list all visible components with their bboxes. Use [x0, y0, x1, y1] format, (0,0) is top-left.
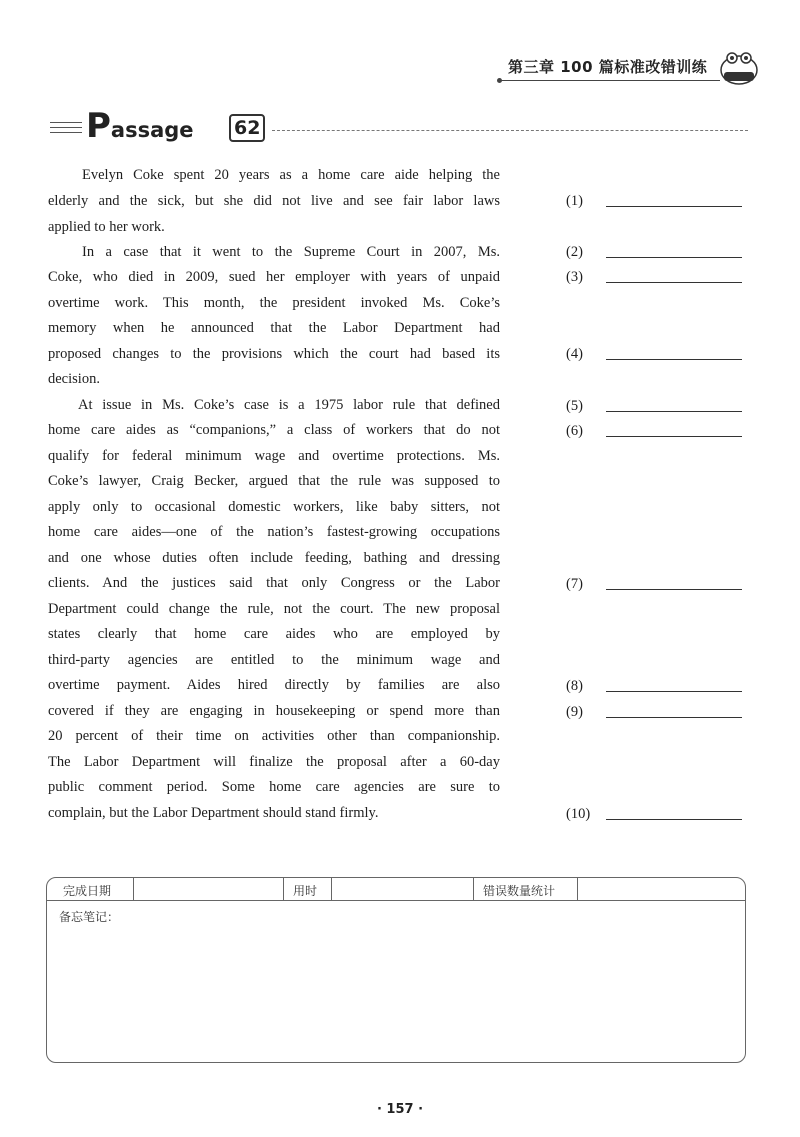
passage-label-rest: assage — [110, 118, 194, 142]
text-line: 20 percent of their time on activities other than companionship. — [48, 728, 500, 744]
text-line: memory when he announced that the Labor Department had — [48, 320, 500, 336]
date-label: 完成日期 — [63, 884, 112, 898]
answer-item-2 — [566, 243, 746, 261]
text-line: In a case that it went to the Supreme Court in 2007, Ms. — [82, 244, 500, 260]
passage-label-initial: P — [86, 106, 111, 146]
record-box — [46, 877, 746, 1063]
answer-blank[interactable] — [606, 589, 742, 590]
answer-number: (8) — [566, 678, 583, 694]
answer-blank[interactable] — [606, 206, 742, 207]
text-line: Coke’s lawyer, Craig Becker, argued that the rule was supposed to — [48, 473, 500, 489]
answer-blank[interactable] — [606, 257, 742, 258]
answer-item-1 — [566, 192, 746, 210]
answer-item-9 — [566, 703, 746, 721]
text-line: complain, but the Labor Department should stand firmly. — [48, 805, 379, 821]
text-line: home care aides as “companions,” a class of workers that do not — [48, 422, 500, 438]
answer-item-3 — [566, 268, 746, 286]
passage-heading — [50, 108, 750, 148]
text-line: states clearly that home care aides who are employed by — [48, 626, 500, 642]
text-line: and one whose duties often include feeding, bathing and dressing — [48, 550, 500, 566]
text-line: third-party agencies are entitled to the minimum wage and — [48, 652, 500, 668]
cell-divider — [473, 878, 474, 900]
memo-label: 备忘笔记： — [59, 910, 120, 924]
heading-lines — [50, 122, 82, 137]
text-line: Coke, who died in 2009, sued her employer with years of unpaid — [48, 269, 500, 285]
passage-number: 62 — [229, 114, 265, 142]
cell-divider — [577, 878, 578, 900]
answer-number: (5) — [566, 398, 583, 414]
answer-number: (6) — [566, 423, 583, 439]
text-line: proposed changes to the provisions which the court had based its — [48, 346, 500, 362]
header-rule — [500, 80, 720, 81]
answer-number: (10) — [566, 806, 591, 822]
cell-divider — [331, 878, 332, 900]
chapter-title: 第三章 100 篇标准改错训练 — [508, 58, 708, 76]
answer-item-10 — [566, 805, 746, 823]
answer-blank[interactable] — [606, 411, 742, 412]
text-line: overtime work. This month, the president invoked Ms. Coke’s — [48, 295, 500, 311]
cell-divider — [133, 878, 134, 900]
text-line: public comment period. Some home care agencies are sure to — [48, 779, 500, 795]
text-line: clients. And the justices said that only Congress or the Labor — [48, 575, 500, 591]
heading-rule — [272, 130, 748, 131]
answer-item-4 — [566, 345, 746, 363]
text-line: Evelyn Coke spent 20 years as a home care aide helping the — [82, 167, 500, 183]
error-count-label: 错误数量统计 — [483, 884, 556, 898]
answer-number: (4) — [566, 346, 583, 362]
text-line: The Labor Department will finalize the proposal after a 60-day — [48, 754, 500, 770]
answer-blank[interactable] — [606, 282, 742, 283]
header-dot — [497, 78, 502, 83]
answer-item-8 — [566, 677, 746, 695]
answer-item-5 — [566, 397, 746, 415]
answer-number: (9) — [566, 704, 583, 720]
text-line: apply only to occasional domestic workers, like baby sitters, not — [48, 499, 500, 515]
answer-blank[interactable] — [606, 691, 742, 692]
record-header-row — [47, 878, 745, 901]
answer-blank[interactable] — [606, 819, 742, 820]
text-line: overtime payment. Aides hired directly by families are also — [48, 677, 500, 693]
answer-number: (7) — [566, 576, 583, 592]
answer-blank[interactable] — [606, 359, 742, 360]
answer-number: (2) — [566, 244, 583, 260]
text-line: qualify for federal minimum wage and overtime protections. Ms. — [48, 448, 500, 464]
time-label: 用时 — [293, 884, 318, 898]
text-line: elderly and the sick, but she did not live and see fair labor laws — [48, 193, 500, 209]
chapter-header — [500, 48, 800, 84]
answer-item-7 — [566, 575, 746, 593]
text-line: decision. — [48, 371, 100, 387]
text-line: applied to her work. — [48, 219, 165, 235]
mascot-logo-icon — [718, 48, 760, 88]
text-line: covered if they are engaging in housekeeping or spend more than — [48, 703, 500, 719]
answer-number: (3) — [566, 269, 583, 285]
answer-item-6 — [566, 422, 746, 440]
answer-blank[interactable] — [606, 436, 742, 437]
answer-number: (1) — [566, 193, 583, 209]
text-line: At issue in Ms. Coke’s case is a 1975 labor rule that defined — [78, 397, 500, 413]
page-number: · 157 · — [376, 1102, 424, 1117]
passage-label — [86, 108, 194, 148]
text-line: home care aides—one of the nation’s fastest-growing occupations — [48, 524, 500, 540]
cell-divider — [283, 878, 284, 900]
text-line: Department could change the rule, not the court. The new proposal — [48, 601, 500, 617]
answer-blank[interactable] — [606, 717, 742, 718]
